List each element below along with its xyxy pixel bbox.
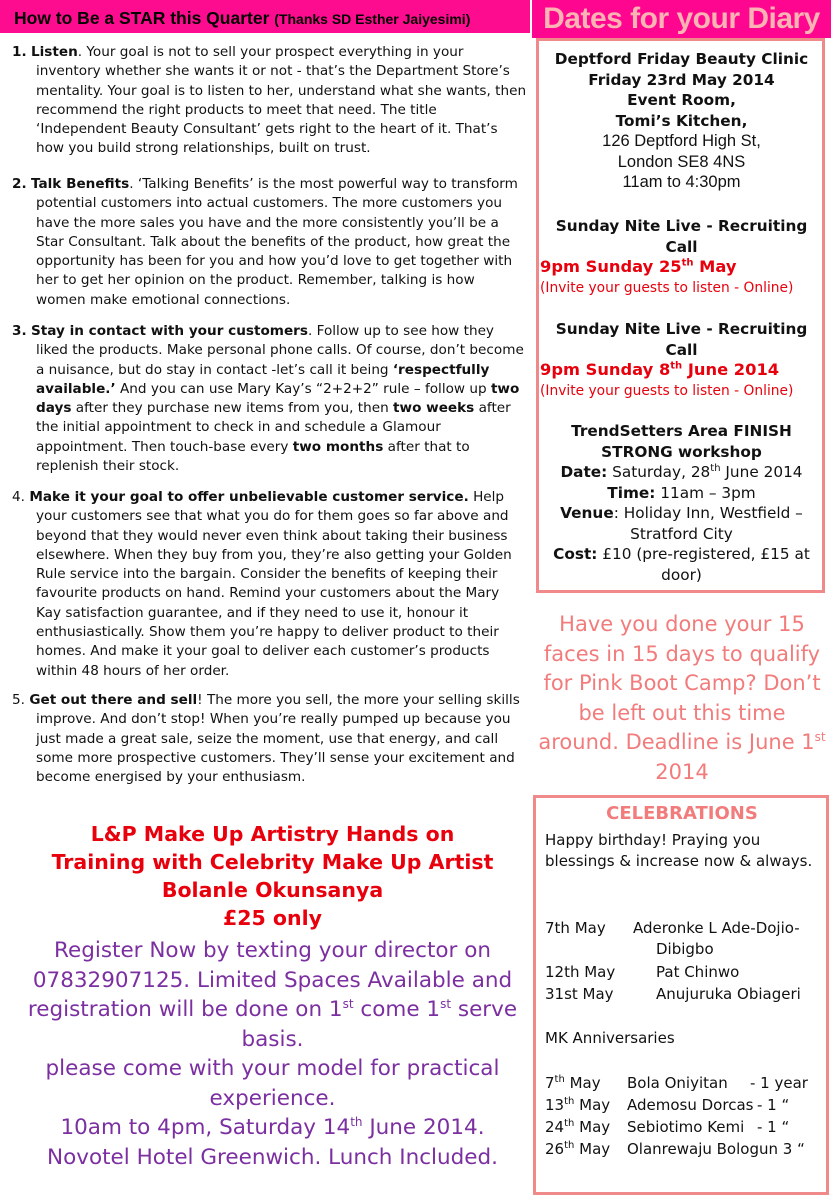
event-beauty-clinic: Deptford Friday Beauty Clinic Friday 23rd May 2014 Event Room, Tomi’s Kitchen, 126 Deptford High St, London SE8 4NS 11am to 4:30pm xyxy=(554,50,809,191)
anniversaries-title: MK Anniversaries xyxy=(545,1029,675,1047)
anniversary-row: 26th May Olanrewaju Bologun 3 “ xyxy=(545,1140,805,1158)
tip-heading: Listen xyxy=(30,44,78,60)
training-promo-details xyxy=(20,936,525,1172)
tip-heading: Get out there and sell xyxy=(29,692,198,708)
tip-heading: Make it your goal to offer unbelievable customer service. xyxy=(29,489,469,505)
registration-info: Register Now by texting your director on 07832907125. Limited Spaces Available and registration will be done on 1st come 1st serve basis. xyxy=(27,938,518,1052)
event-recruiting-call-2: Sunday Nite Live - Recruiting Call 9pm Sunday 8th June 2014 (Invite your guests to listen - Online) xyxy=(540,320,808,399)
page-title: How to Be a STAR this Quarter (Thanks SD Esther Jaiyesimi) xyxy=(14,8,471,28)
tip-stay-in-contact: 3. Stay in contact with your customers. Follow up to see how they liked the products. Make personal phone calls. Of course, don’t become a nuisance, but do stay in contact -let’s call it being ‘respectfully available.’ And you can use Mary Kay’s “2+2+2” rule – follow up two days after they purchase new items from you, then two weeks after the initial appointment to check in and schedule a Glamour appointment. Then touch-base every two months after that to replenish their stock. xyxy=(12,323,524,475)
event-workshop: TrendSetters Area FINISH STRONG workshop Date: Saturday, 28th June 2014 Time: 11am – 3pm Venue: Holiday Inn, Westfield – Stratford City Cost: £10 (pre-registered, £15 at door) xyxy=(553,422,810,584)
tip-talk-benefits: 2. Talk Benefits. ‘Talking Benefits’ is the most powerful way to transform potential customers into actual customers. The more customers you have the more sales you have and the more consistently you’ll be a Star Consultant. Talk about the benefits of the product, how great the opportunity has been for you and how you’d love to get together with her to get her opinion on the product. Remember, talking is how women make emotional connections. xyxy=(12,176,518,308)
model-note: please come with your model for practical experience. xyxy=(45,1056,500,1111)
training-venue: Novotel Hotel Greenwich. Lunch Included. xyxy=(46,1144,499,1170)
title-credit: (Thanks SD Esther Jaiyesimi) xyxy=(274,11,471,27)
birthday-row: 12th May Pat Chinwo xyxy=(545,963,740,981)
tip-customer-service: 4. Make it your goal to offer unbelievable customer service. Help your customers see that what you do for them goes so far above and beyond that they would never even think about taking their business elsewhere. When they buy from you, they’re also getting your Golden Rule service into the bargain. Consider the benefits of keeping their favourite products on hand. Remind your customers about the Mary Kay satisfaction guarantee, and if they need to use it, honour it enthusiastically. Show them you’re happy to deliver product to their homes. And make it your goal to deliver each customer’s products within 48 hours of her order. xyxy=(12,489,512,679)
training-promo-title: L&P Make Up Artistry Hands on Training with Celebrity Make Up Artist Bolanle Okunsanya £25 only xyxy=(51,822,494,930)
training-time: 10am to 4pm, Saturday 14th June 2014. xyxy=(60,1114,485,1140)
celebrations-intro: Happy birthday! Praying you blessings & increase now & always. xyxy=(545,831,813,870)
anniversary-row: 13th May Ademosu Dorcas - 1 “ xyxy=(545,1096,790,1114)
birthday-row-continued: Dibigbo xyxy=(656,940,714,958)
tip-heading: Stay in contact with your customers xyxy=(30,323,308,339)
celebrations-title: CELEBRATIONS xyxy=(606,803,758,824)
tip-listen: 1. Listen. Your goal is not to sell your prospect everything in your inventory whether she wants it or not - that’s the Department Store’s mentality. Your goal is to listen to her, understand what she wants, then recommend the right products to meet that need. The title ‘Independent Beauty Consultant’ gets right to the heart of it. That’s how you build strong relationships, built on trust. xyxy=(12,44,527,157)
pink-boot-camp-notice: Have you done your 15 faces in 15 days to qualify for Pink Boot Camp? Don’t be left out this time around. Deadline is June 1st 2014 xyxy=(538,612,826,784)
anniversary-row: 7th May Bola Oniyitan - 1 year xyxy=(545,1074,808,1092)
tip-heading: Talk Benefits xyxy=(30,176,130,192)
anniversary-row: 24th May Sebiotimo Kemi - 1 “ xyxy=(545,1118,790,1136)
diary-title: Dates for your Diary xyxy=(543,2,820,35)
tip-get-out-and-sell: 5. Get out there and sell! The more you sell, the more your selling skills improve. And don’t stop! When you’re really pumped up because you just made a great sale, seize the moment, use that energy, and call some more prospective customers. They’ll sense your excitement and become energised by your enthusiasm. xyxy=(12,692,520,786)
birthday-row: 31st May Anujuruka Obiageri xyxy=(545,985,801,1003)
event-recruiting-call-1: Sunday Nite Live - Recruiting Call 9pm Sunday 25th May (Invite your guests to listen - Online) xyxy=(540,217,808,296)
birthday-row: 7th May Aderonke L Ade-Dojio- xyxy=(545,919,800,937)
